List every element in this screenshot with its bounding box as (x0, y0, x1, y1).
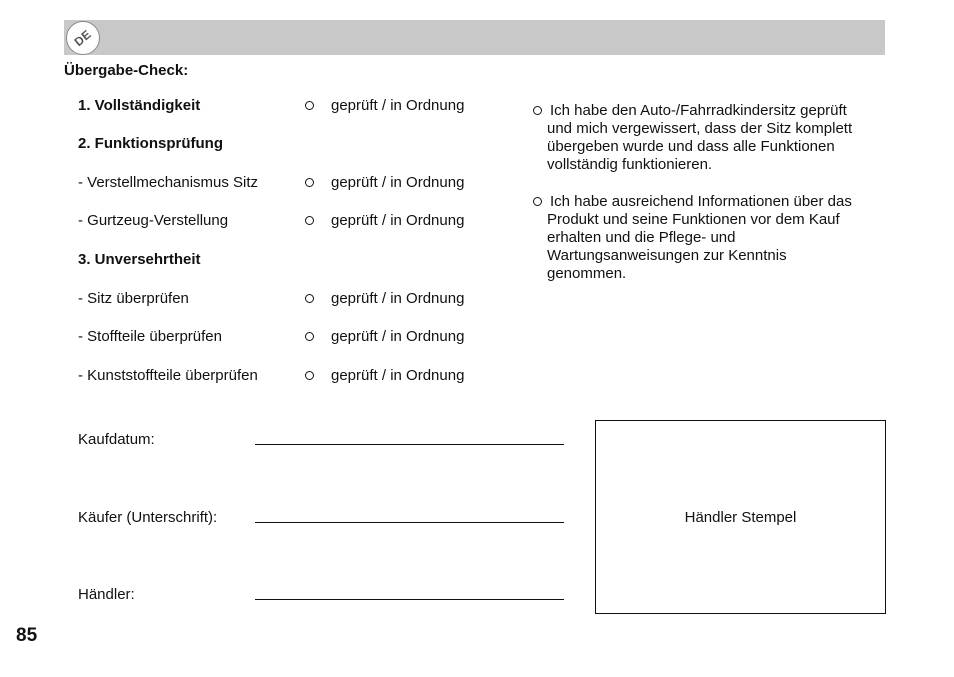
form-field-line[interactable] (255, 444, 564, 445)
checkbox-circle[interactable] (305, 101, 314, 110)
checklist-item-label: 3. Unversehrtheit (78, 251, 201, 268)
check-ok-label: geprüft / in Ordnung (331, 212, 465, 229)
form-field-line[interactable] (255, 599, 564, 600)
checklist-item-label: 2. Funktionsprüfung (78, 135, 223, 152)
declaration-line: Ich habe ausreichend Informationen über das (550, 193, 852, 210)
check-ok-label: geprüft / in Ordnung (331, 367, 465, 384)
declaration-line: erhalten und die Pflege- und (547, 229, 736, 246)
declaration-line: vollständig funktionieren. (547, 156, 713, 173)
checklist-item-label: - Gurtzeug-Verstellung (78, 212, 229, 229)
form-field-line[interactable] (255, 522, 564, 523)
declaration-line: Wartungsanweisungen zur Kenntnis (547, 247, 787, 264)
declaration-line: und mich vergewissert, dass der Sitz komplett (547, 120, 853, 137)
page-number: 85 (16, 625, 38, 646)
dealer-stamp-box (595, 420, 886, 614)
language-code: DE (71, 26, 95, 50)
checkbox-circle[interactable] (305, 178, 314, 187)
check-ok-label: geprüft / in Ordnung (331, 174, 465, 191)
declaration-line: übergeben wurde und dass alle Funktionen (547, 138, 835, 155)
checkbox-circle[interactable] (305, 216, 314, 225)
declaration-checkbox[interactable] (533, 197, 542, 206)
check-ok-label: geprüft / in Ordnung (331, 290, 465, 307)
checkbox-circle[interactable] (305, 294, 314, 303)
form-field-label: Kaufdatum: (78, 431, 155, 448)
checklist-item-label: 1. Vollständigkeit (78, 97, 201, 114)
form-field-label: Händler: (78, 586, 135, 603)
declaration-line: Ich habe den Auto-/Fahrradkindersitz geprüft (550, 102, 847, 119)
checklist-item-label: - Stoffteile überprüfen (78, 328, 222, 345)
checklist-item-label: - Verstellmechanismus Sitz (78, 174, 259, 191)
checkbox-circle[interactable] (305, 332, 314, 341)
checklist-item-label: - Sitz überprüfen (78, 290, 189, 307)
declaration-checkbox[interactable] (533, 106, 542, 115)
declaration-line: Produkt und seine Funktionen vor dem Kauf (547, 211, 840, 228)
check-ok-label: geprüft / in Ordnung (331, 97, 465, 114)
checklist-item-label: - Kunststoffteile überprüfen (78, 367, 258, 384)
check-ok-label: geprüft / in Ordnung (331, 328, 465, 345)
form-field-label: Käufer (Unterschrift): (78, 509, 218, 526)
declaration-line: genommen. (547, 265, 627, 282)
dealer-stamp-label: Händler Stempel (684, 509, 797, 526)
language-badge (66, 21, 100, 55)
header-bar (64, 20, 885, 55)
checkbox-circle[interactable] (305, 371, 314, 380)
section-title: Übergabe-Check: (64, 62, 189, 79)
